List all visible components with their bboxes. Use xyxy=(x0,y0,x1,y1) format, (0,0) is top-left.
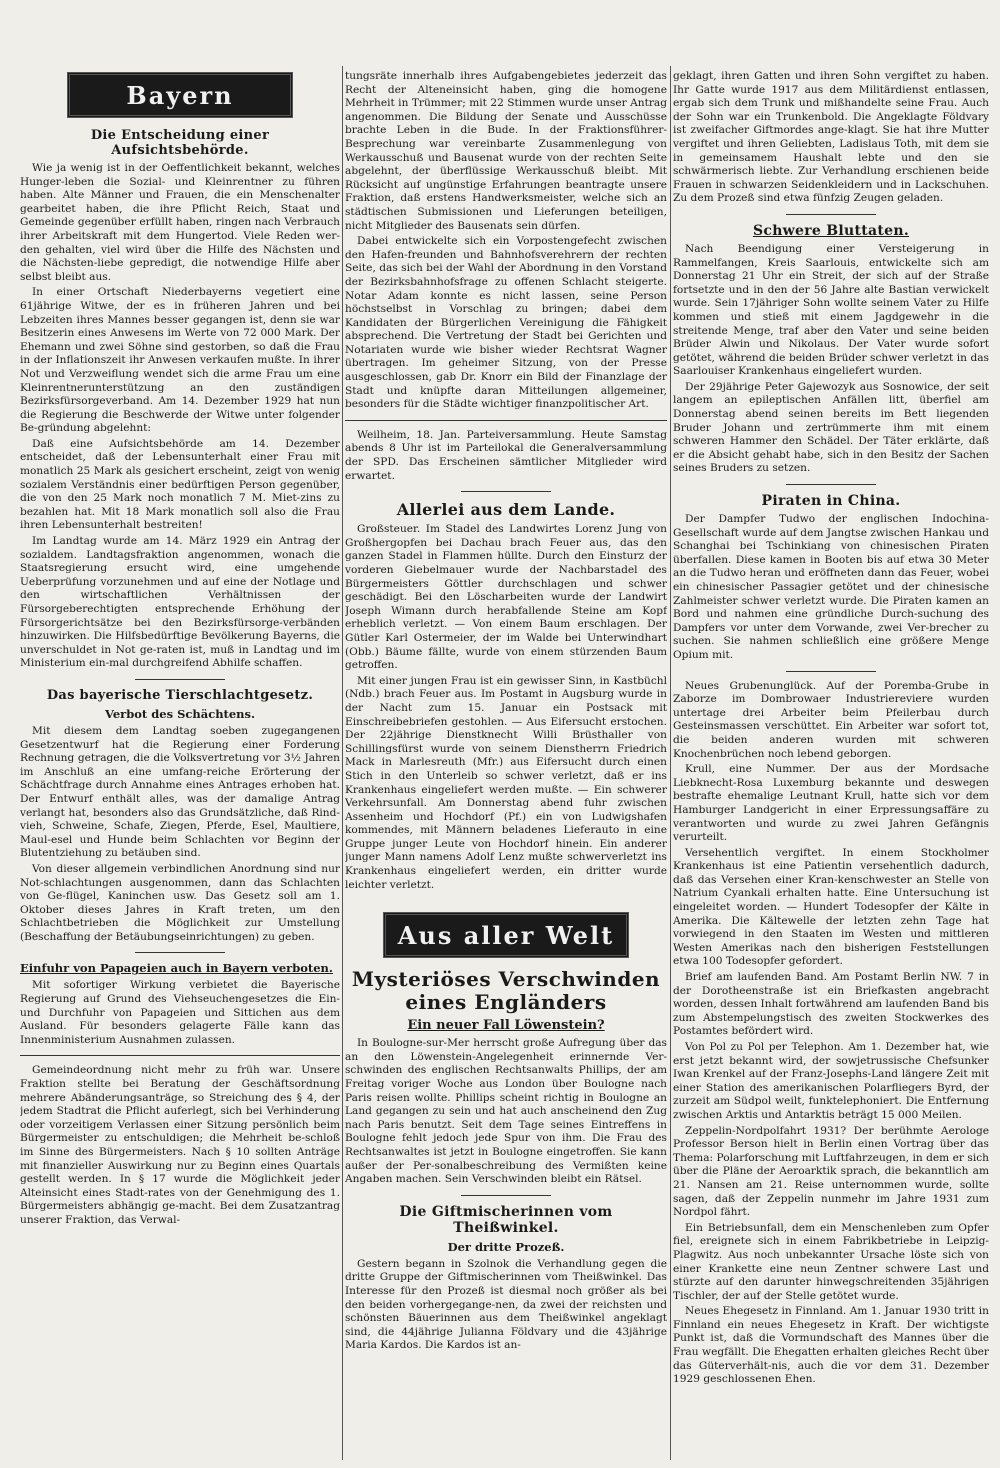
separator xyxy=(786,214,876,215)
article-paragraph: Daß eine Aufsichtsbehörde am 14. Dezember entscheidet, daß der Lebensunterhalt einer Frau mit monatlich 25 Mark als gesichert erscheint, zeigt von wenig sozialem Verständnis einer bedürftigen Person gegenüber, die von den 25 Mark noch monatlich 7 M. Miet-zins zu bezahlen hat. Mit 18 Mark monatlich soll also die Frau ihren Lebensunterhalt bestreiten! xyxy=(20,437,340,532)
news-item: Neues Ehegesetz in Finnland. Am 1. Januar 1930 tritt in Finnland ein neues Ehegesetz in Kraft. Der wichtigste Punkt ist, daß die Vormundschaft des Mannes über die Frau wegfällt. Die Ehegatten erhalten gleiches Recht über das Güterverhält-nis, auch die vor dem 31. Dezember 1929 geschlossenen Ehen. xyxy=(673,1305,989,1386)
article-paragraph: Nach Beendigung einer Versteigerung in Rammelfangen, Kreis Saarlouis, entwickelte sich am Donnerstag 21 Uhr ein Streit, der sich auf der Straße fortsetzte und in den der 56 Jahre alte Bastian verwickelt wurde. Sein 17jähriger Sohn wollte seinem Vater zu Hilfe kommen und stieß mit einem Jagdgewehr in die streitende Menge, traf aber den Vater und seine beiden Brüder Alwin und Nikolaus. Der Vater wurde sofort getötet, während die beiden Brüder schwer verletzt in das Saarlouiser Krankenhaus eingeliefert wurden. xyxy=(673,242,989,378)
article-subtitle: Der dritte Prozeß. xyxy=(447,1239,565,1254)
column-rule xyxy=(342,66,343,1460)
news-item: Neues Grubenunglück. Auf der Poremba-Grube in Zaborze im Dombrowaer Industriereviere wurden untertage drei Arbeiter beim Pfeilerbau durch Gesteinsmassen verschüttet. Ein Arbeiter war sofort tot, die beiden anderen wurden mit schweren Knochenbrüchen noch lebend geborgen. xyxy=(673,679,989,760)
section-banner-bayern: Bayern xyxy=(67,72,293,118)
separator xyxy=(461,491,551,492)
separator xyxy=(786,671,876,672)
article-paragraph: geklagt, ihren Gatten und ihren Sohn vergiftet zu haben. Ihr Gatte wurde 1917 aus dem Militärdienst entlassen, ergab sich dem Trunk und mißhandelte seine Frau. Auch der Sohn war ein Trunkenbold. Die Angeklagte Földvary ist zweifacher Giftmordes ange-klagt. Sie hat ihre Mutter vergiftet und ihren Geliebten, Ladislaus Toth, mit dem sie in gemeinsamem Haushalt lebte und den sie schwärmerisch liebte. Zur Verhandlung erschienen beide Frauen in schwarzen Seidenkleidern und in Lackschuhen. Zu dem Prozeß sind etwa fünfzig Zeugen geladen. xyxy=(673,70,989,205)
column-1 xyxy=(20,52,340,1460)
article-paragraph: Dabei entwickelte sich ein Vorpostengefecht zwischen den Hafen-freunden und Bahnhofsverehrern der rechten Seite, das sich bei der Wahl der Abordnung in den Vorstand der Bezirksbahnhofsfrage zu offenen Schlacht steigerte. Notar Adam konnte es nicht lassen, seine Person höchstselbst in Vorschlag zu bringen; dabei dem Kandidaten der Bürgerlichen Vereinigung die Fähigkeit absprechend. Die Vertretung der Stadt bei Gerichten und Notariaten wurde wie bisher wieder Rechtsrat Wagner übertragen. Im geheimer Sitzung, von der Presse ausgeschlossen, gab Dr. Knorr ein Bild der Finanzlage der Stadt und knüpfte daran Mitteilungen allgemeiner, besonders für die Städte wichtiger finanzpolitischer Art. xyxy=(345,235,667,411)
section-banner-welt: Aus aller Welt xyxy=(383,912,629,958)
news-item: Versehentlich vergiftet. In einem Stockholmer Krankenhaus ist eine Patientin versehentlich dadurch, daß das Versehen einer Kran-kenschwester an Stelle von Natrium Cyankali erhalten hatte. Eine Untersuchung ist eingeleitet worden. — Hundert Todesopfer der Kälte in Amerika. Die Kältewelle der letzten zehn Tage hat vorwiegend in den Staaten im Westen und mittleren Westen Amerikas nach den bisherigen Feststellungen etwa 100 Todesopfer gefordert. xyxy=(673,846,989,968)
subheadline: Ein neuer Fall Löwenstein? xyxy=(407,1018,605,1034)
article-paragraph: Mit einer jungen Frau ist ein gewisser Sinn, in Kastbüchl (Ndb.) brach Feuer aus. Im Postamt in Augsburg wurde in der Nacht zum 15. Januar ein Postsack mit Einschreibebriefen gestohlen. — Aus Eifersucht erstochen. Der 22jährige Dienstknecht Willi Brüsthaller von Schillingsfürst wurde von seinem Dienstherrn Friedrich Mack in Marlesreuth (Mfr.) aus Eifersucht durch einen Stich in den Unterleib so schwer verletzt, daß er ins Krankenhaus eingeliefert werden mußte. — Ein schwerer Verkehrsunfall. Am Donnerstag abend fuhr zwischen Assenheim und Hochdorf (Pf.) ein von Ludwigshafen kommendes, mit Männern beladenes Lieferauto in eine Gruppe junger Leute von Hochdorf hinein. Ein anderer junger Mann namens Adolf Lenz mußte schwerverletzt ins Krankenhaus eingeliefert werden, ein dritter wurde leichter verletzt. xyxy=(345,674,667,891)
article-title: Die Giftmischerinnen vom Theißwinkel. xyxy=(399,1203,613,1236)
notice-paragraph: Weilheim, 18. Jan. Parteiversammlung. Heute Samstag abends 8 Uhr ist im Parteilokal die Generalversammlung der SPD. Das Erscheinen sämtlicher Mitglieder wird erwartet. xyxy=(345,428,667,482)
article-title: Schwere Bluttaten. xyxy=(752,222,910,239)
separator xyxy=(786,484,876,485)
article-title: Die Entscheidung einer Aufsichtsbehörde. xyxy=(90,128,270,158)
article-paragraph: In einer Ortschaft Niederbayerns vegetiert eine 61jährige Witwe, der es in früheren Jahren und bei Lebzeiten ihres Mannes besser gegangen ist, denn sie war Besitzerin eines Anwesens im Werte von 72 000 Mark. Der Ehemann und zwei Söhne sind gestorben, so daß die Frau in der Inflationszeit ihr Anwesen verkaufen mußte. In ihrer Not und Verzweiflung wendet sich die arme Frau um eine Kleinrentnerunterstützung an den zuständigen Bezirksfürsorgeverband. Am 14. Dezember 1929 hat nun die Regierung die Beschwerde der Witwe unter folgender Be-gründung abgelehnt: xyxy=(20,286,340,435)
column-2 xyxy=(345,70,667,1460)
news-item: Krull, eine Nummer. Der aus der Mordsache Liebknecht-Rosa Luxemburg bekannte und deswegen bestrafte ehemalige Leutnant Krull, hatte sich vor dem Hamburger Landgericht in einer Erpressungsaffäre zu verantworten und wurde zu zwei Jahren Gefängnis verurteilt. xyxy=(673,763,989,844)
news-item: Ein Betriebsunfall, dem ein Menschenleben zum Opfer fiel, ereignete sich in einem Fabrikbetriebe in Leipzig-Plagwitz. Aus noch unbekannter Ursache löste sich von einer Krankette eine neun Zentner schwere Last und stürzte auf den darunter hinwegschreitenden 35jährigen Tischler, der auf der Stelle getötet wurde. xyxy=(673,1221,989,1302)
news-item: Brief am laufenden Band. Am Postamt Berlin NW. 7 in der Dorotheenstraße ist ein Briefkasten angebracht worden, dessen Inhalt fortwährend am laufenden Band bis zum Abstempelungstisch des zweiten Stockwerkes des Postamtes befördert wird. xyxy=(673,971,989,1038)
article-paragraph: Mit sofortiger Wirkung verbietet die Bayerische Regierung auf Grund des Viehseuchengesetzes die Ein- und Durchfuhr von Papageien und Sittichen aus dem Ausland. Für besonders gelagerte Fälle kann das Innenministerium Ausnahmen zulassen. xyxy=(20,979,340,1046)
article-paragraph: Großsteuer. Im Stadel des Landwirtes Lorenz Jung von Großhergopfen bei Dachau brach Feuer aus, das den ganzen Stadel in Flammen hüllte. Durch den Einsturz der vorderen Giebelmauer wurde der Nachbarstadel des Bürgermeisters Göttler durchschlagen und schwer geschädigt. Bei den Löscharbeiten wurde der Landwirt Joseph Wimann durch herabfallende Steine am Kopf erheblich verletzt. — Von einem Baum erschlagen. Der Gütler Karl Ostermeier, der im Walde bei Unterwindhart (Obb.) Bäume fällte, wurde von einem stürzenden Baum getroffen. xyxy=(345,523,667,672)
article-lead: Einfuhr von Papageien auch in Bayern verboten. xyxy=(20,961,333,976)
section-title: Allerlei aus dem Lande. xyxy=(396,500,616,520)
article-paragraph: Im Landtag wurde am 14. März 1929 ein Antrag der sozialdem. Landtagsfraktion angenommen, wonach die Staatsregierung ersucht wird, eine umgehende Ueberprüfung vorzunehmen und auf eine der Notlage und den wirtschaftlichen Verhältnissen der Fürsorgeberechtigten entsprechende Erhöhung der Fürsorgerichtsätze bei den Bezirksfürsorge-verbänden hinzuwirken. Die Hilfsbedürftige Bevölkerung Bayerns, die unverschuldet in Not ge-raten ist, muß in Landtag und im Ministerium ein-mal durchgreifend Abhilfe schaffen. xyxy=(20,535,340,670)
article-title: Piraten in China. xyxy=(761,493,901,510)
separator xyxy=(345,420,667,421)
column-3 xyxy=(673,70,989,1460)
article-paragraph: Gemeindeordnung nicht mehr zu früh war. Unsere Fraktion stellte bei Beratung der Geschäftsordnung mehrere Abänderungsanträge, so Streichung des § 4, der jedem Stadtrat die Pflicht auferlegt, sich bei Verhinderung oder vorzeitigem Verlassen einer Sitzung persönlich beim Bürgermeister zu entschuldigen; die Mehrheit be-schloß im Sinne des Bürgermeisters. Nach § 10 sollten Anträge mit finanzieller Auswirkung nur zu Beginn eines Quartals gestellt werden. In § 17 wurde die Möglichkeit jeder Alteinsicht eines Stadt-rates von der Genehmigung des 1. Bürgermeisters abhängig ge-macht. Bei dem Zusatzantrag unserer Fraktion, das Verwal- xyxy=(20,1064,340,1226)
news-item: Zeppelin-Nordpolfahrt 1931? Der berühmte Aerologe Professor Berson hielt in Berlin einen Vortrag über das Thema: Polarforschung mit Luftfahrzeugen, in dem er sich über die Pläne der Aeroarktik sprach, die bekanntlich am 21. Nansen am 21. Reise unternommen wurde, sollte sagen, daß der Zeppelin nunmehr im Jahre 1931 zum Nordpol fährt. xyxy=(673,1124,989,1219)
article-paragraph: Der 29jährige Peter Gajewozyk aus Sosnowice, der seit langem an epileptischen Anfällen litt, überfiel am Donnerstag abend seinen bereits im Bett liegenden Bruder Johann und zertrümmerte ihm mit einem schweren Hammer den Schädel. Der Täter erklärte, daß er die Absicht gehabt habe, sich in den Besitz der Sachen seines Bruders zu setzen. xyxy=(673,380,989,475)
article-paragraph: Wie ja wenig ist in der Oeffentlichkeit bekannt, welches Hunger-leben die Sozial- und Kleinrentner zu führen haben. Alte Männer und Frauen, die ein Menschenalter gearbeitet haben, die ihre Pflicht Reich, Staat und Gemeinde gegenüber erfüllt haben, ringen nach Verbrauch ihrer Arbeitskraft mit dem Hungertod. Viele Reden wer-den gehalten, viel wird über die Hilfe des Nächsten und die Nächsten-liebe gepredigt, die notwendige Hilfe aber selbst bleibt aus. xyxy=(20,162,340,283)
headline: Mysteriöses Verschwinden eines Engländers xyxy=(351,967,661,1015)
article-paragraph: tungsräte innerhalb ihres Aufgabengebietes jederzeit das Recht der Alteneinsicht haben, ging die homogene Mehrheit in Trümmer; mit 22 Stimmen wurde unser Antrag angenommen. Die Bildung der Senate und Ausschüsse brachte Leben in die Bude. In der Fraktionsführer-Besprechung war vereinbarte Zusammenlegung von Werkausschuß und Bausenat wurde von der rechten Seite abgelehnt, der überflüssige Werkausschuß bleibt. Mit Rücksicht auf ungünstige Erfahrungen beantragte unsere Fraktion, daß erstens Handwerksmeister, welche sich an städtischen Submissionen und Lieferungen beteiligen, nicht Mitglieder des Bausenats sein dürfen. xyxy=(345,70,667,232)
article-paragraph: In Boulogne-sur-Mer herrscht große Aufregung über das an den Löwenstein-Angelegenheit erinnernde Ver-schwinden des englischen Rechtsanwalts Phillips, der am Freitag voriger Woche aus London über Boulogne nach Paris reisen wollte. Phillips scheint richtig in Boulogne an Land gegangen zu sein und hat auch anscheinend den Zug nach Paris benutzt. Seit dem Tage seines Eintreffens in Boulogne fehlt jedoch jede Spur von ihm. Die Frau des Rechtsanwaltes ist jetzt in Boulogne eingetroffen. Sie kann außer der Per-sonalbeschreibung des Vermißten keine Angaben machen. Sein Verschwinden bleibt ein Rätsel. xyxy=(345,1037,667,1186)
separator xyxy=(20,1055,340,1056)
article-paragraph: Der Dampfer Tudwo der englischen Indochina-Gesellschaft wurde auf dem Jangtse zwischen Hankau und Schanghai bei Tschinkiang von chinesischen Piraten überfallen. Diese kamen in Booten bis auf etwa 30 Meter an die Tudwo heran und eröffneten dann das Feuer, wobei ein chinesischer Passagier getötet und der chinesische Zahlmeister schwer verletzt wurde. Die Piraten kamen an Bord und nahmen eine gründliche Durch-suchung des Dampfers vor unter dem Vorwande, zwei Ver-brecher zu suchen. Sie nahmen schließlich eine größere Menge Opium mit. xyxy=(673,513,989,661)
separator xyxy=(135,952,225,953)
separator xyxy=(135,679,225,680)
article-title: Das bayerische Tierschlachtgesetz. xyxy=(46,687,314,703)
article-paragraph: Von dieser allgemein verbindlichen Anordnung sind nur Not-schlachtungen ausgenommen, dann das Schlachten von Ge-flügel, Kaninchen usw. Das Gesetz soll am 1. Oktober dieses Jahres in Kraft treten, um den Schlachtbetrieben die Möglichkeit zur Umstellung (Beschaffung der Betäubungseinrichtungen) zu geben. xyxy=(20,862,340,943)
article-paragraph: Mit diesem dem Landtag soeben zugegangenen Gesetzentwurf hat die Regierung einer Forderung Rechnung getragen, die die Volksvertretung vor 3½ Jahren im Anschluß an eine umfang-reiche Erörterung der Schächtfrage durch Annahme eines Antrages erhoben hat. Der Entwurf enthält alles, was der damalige Antrag verlangt hat, besonders also das Grundsätzliche, daß Rind-vieh, Schweine, Schafe, Ziegen, Pferde, Esel, Maultiere, Maul-esel und Hunde beim Schlachten vor Beginn der Blutentziehung zu betäuben sind. xyxy=(20,724,340,860)
article-paragraph: Gestern begann in Szolnok die Verhandlung gegen die dritte Gruppe der Giftmischerinnen vom Theißwinkel. Das Interesse für den Prozeß ist diesmal noch größer als bei den beiden vorhergegange-nen, da zwei der reichsten und schönsten Bäuerinnen aus dem Theißwinkel angeklagt sind, die 44jährige Julianna Földvary und die 43jährige Maria Kardos. Die Kardos ist an- xyxy=(345,1257,667,1352)
article-subtitle: Verbot des Schächtens. xyxy=(104,706,256,721)
news-item: Von Pol zu Pol per Telephon. Am 1. Dezember hat, wie erst jetzt bekannt wird, der sowjetrussische Chefsunker Iwan Krenkel auf der Franz-Josephs-Land längere Zeit mit einer Station des amerikanischen Polarfliegers Byrd, der zurzeit am Südpol weilt, funktelephoniert. Die Entfernung zwischen Arktis und Antarktis beträgt 15 000 Meilen. xyxy=(673,1041,989,1121)
separator xyxy=(461,1195,551,1196)
column-rule xyxy=(670,66,671,1460)
